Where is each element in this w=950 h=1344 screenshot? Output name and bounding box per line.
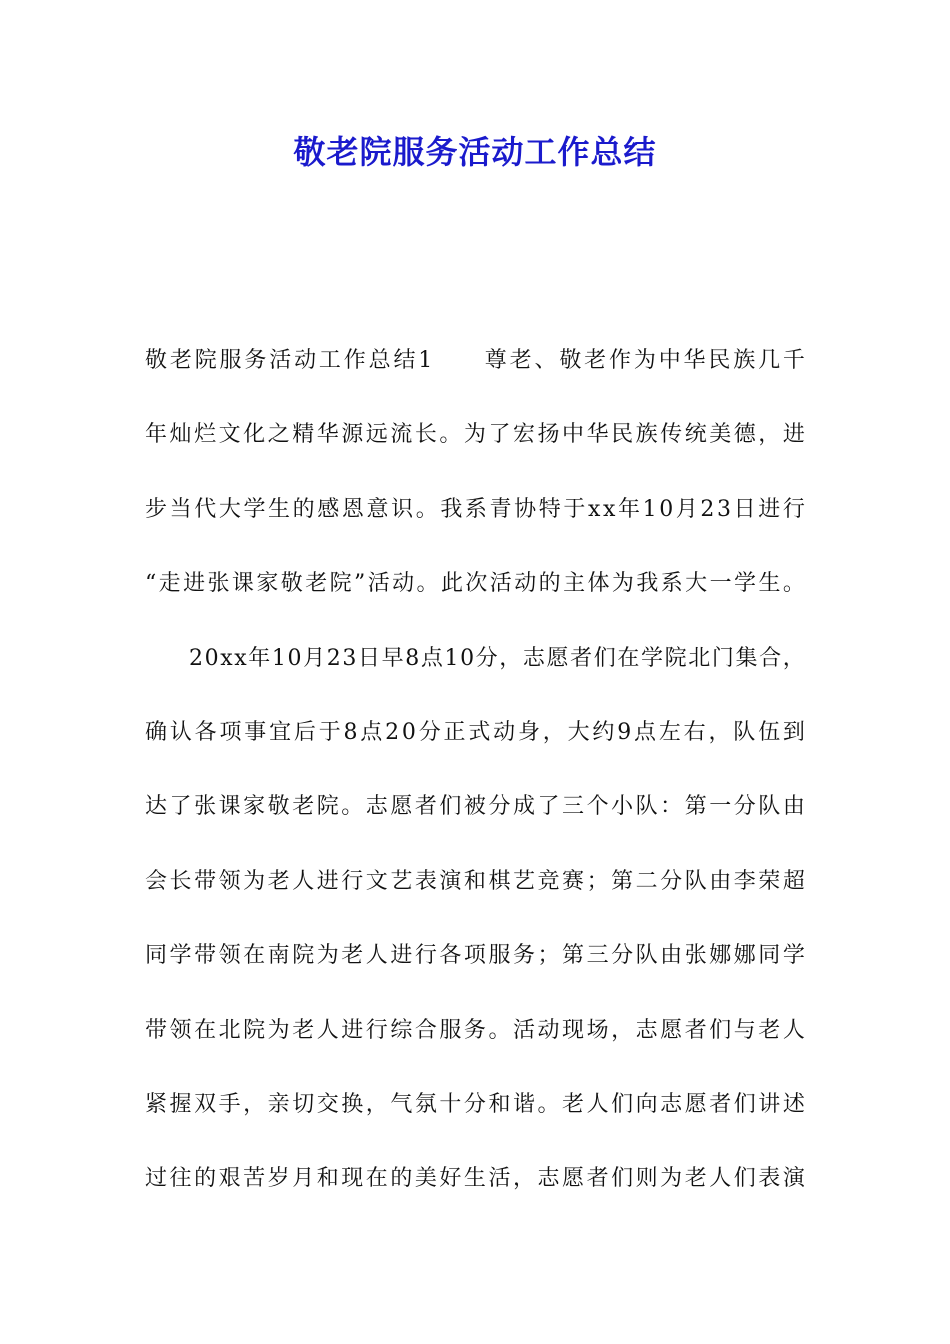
text-line: 会 长 带 领 为 老 人 进 行 文 艺 表 演 和 棋 艺 竞 赛 ； 第 二 分 队 由 李 荣 超 xyxy=(145,868,805,894)
document-title: 敬老院服务活动工作总结 xyxy=(293,133,657,171)
text-line: 紧 握 双 手 ， 亲 切 交 换 ， 气 氛 十 分 和 谐 。 老 人 们 向 志 愿 者 们 讲 述 xyxy=(145,1091,805,1117)
text-line: “ 走 进 张 课 家 敬 老 院 ” 活 动 。 此 次 活 动 的 主 体 为 我 系 大 一 学 生 。 xyxy=(145,571,805,597)
text-line: 同 学 带 领 在 南 院 为 老 人 进 行 各 项 服 务 ； 第 三 分 队 由 张 娜 娜 同 学 xyxy=(145,943,805,969)
text-line: 确 认 各 项 事 宜 后 于 8 点 2 0 分 正 式 动 身 ， 大 约 9 点 左 右 ， 队 伍 到 xyxy=(145,719,805,745)
document-body xyxy=(145,336,805,1229)
text-line: 敬 老 院 服 务 活 动 工 作 总 结 1 尊 老 、 敬 老 作 为 中 华 民 族 几 千 xyxy=(145,348,805,373)
text-line: 带 领 在 北 院 为 老 人 进 行 综 合 服 务 。 活 动 现 场 ， 志 愿 者 们 与 老 人 xyxy=(145,1017,805,1043)
text-line: 年 灿 烂 文 化 之 精 华 源 远 流 长 。 为 了 宏 扬 中 华 民 族 传 统 美 德 ， 进 xyxy=(145,422,805,448)
text-line: 步 当 代 大 学 生 的 感 恩 意 识 。 我 系 青 协 特 于 x x 年 1 0 月 2 3 日 进 行 xyxy=(145,496,805,522)
text-line: 达 了 张 课 家 敬 老 院 。 志 愿 者 们 被 分 成 了 三 个 小 队 ： 第 一 分 队 由 xyxy=(145,794,805,820)
text-line: 过 往 的 艰 苦 岁 月 和 现 在 的 美 好 生 活 ， 志 愿 者 们 则 为 老 人 们 表 演 xyxy=(145,1166,805,1192)
text-line: 2 0 x x 年 1 0 月 2 3 日 早 8 点 1 0 分 ， 志 愿 者 们 在 学 院 北 门 集 合 ， xyxy=(189,645,805,671)
